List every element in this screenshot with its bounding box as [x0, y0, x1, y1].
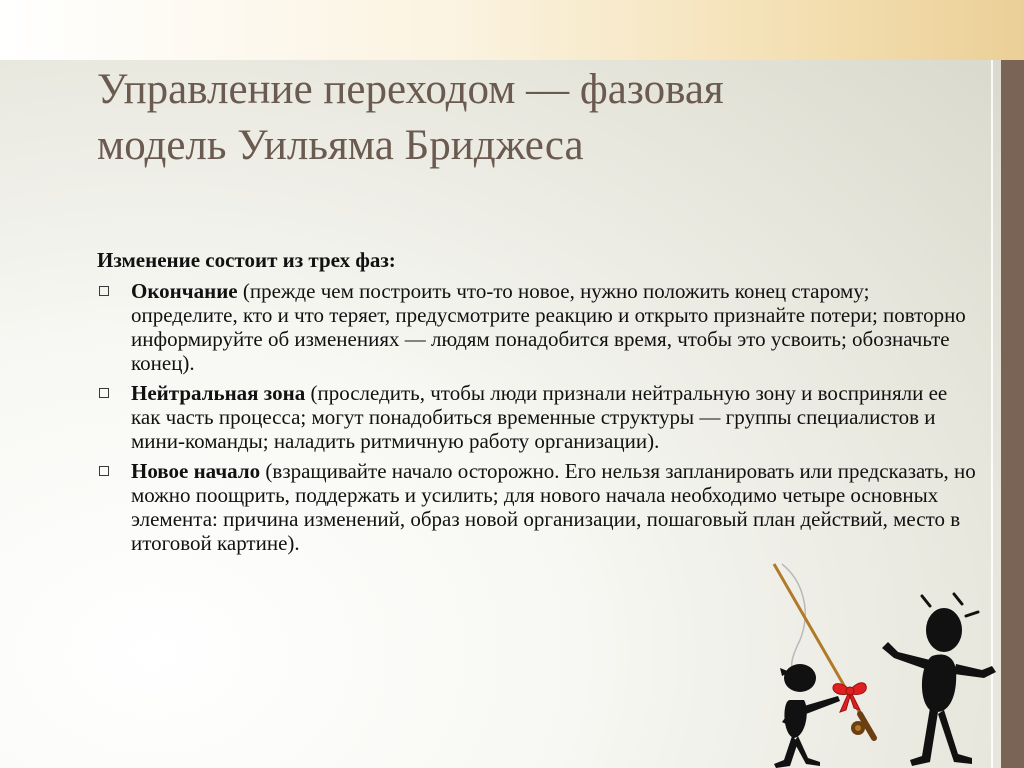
phase-item-ending [97, 279, 977, 375]
phase-name: Нейтральная зона [131, 381, 306, 405]
phase-name: Окончание [131, 279, 238, 303]
slide-body [97, 247, 977, 561]
square-bullet-icon [99, 466, 109, 476]
phase-description: (прежде чем построить что-то новое, нужно положить конец старому; определите, кто и что теряет, предусмотрите реакцию и открыто признайте потери; повторно информируйте об изменениях — людям понадобится время, чтобы это усвоить; обозначьте конец). [131, 279, 966, 375]
square-bullet-icon [99, 388, 109, 398]
phase-description: (проследить, чтобы люди признали нейтральную зону и восприняли ее как часть процесса; могут понадобиться временные структуры — группы специалистов и мини-команды; наладить ритмичную работу организации). [131, 381, 948, 453]
intro-heading: Изменение состоит из трех фаз: [97, 248, 396, 272]
phase-item-neutral-zone [97, 381, 977, 453]
top-decorative-band [0, 0, 1024, 60]
slide-title-line-2: модель Уильяма Бриджеса [97, 122, 584, 169]
stick-figures-fishing-rod-icon [760, 560, 1000, 768]
square-bullet-icon [99, 286, 109, 296]
phase-item-new-beginning [97, 459, 977, 555]
slide-title [97, 62, 957, 174]
phase-name: Новое начало [131, 459, 261, 483]
phase-description: (взращивайте начало осторожно. Его нельзя запланировать или предсказать, но можно поощрить, поддержать и усилить; для нового начала необходимо четыре основных элемента: причина изменений, образ новой организации, пошаговый план действий, место в итоговой картине). [131, 459, 976, 555]
slide-title-line-1: Управление переходом — фазовая [97, 66, 724, 113]
right-accent-bar [1001, 60, 1024, 768]
